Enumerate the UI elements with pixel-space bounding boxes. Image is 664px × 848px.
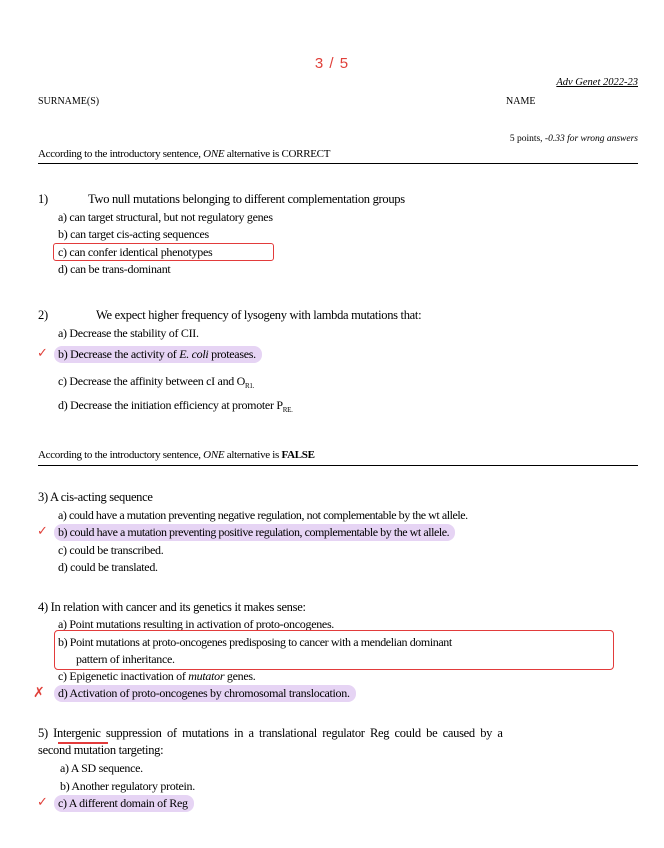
intro-prefix: According to the introductory sentence,	[38, 449, 204, 461]
q3-option-b-text: b) could have a mutation preventing positive regulation, complementable by the wt allele.	[54, 524, 455, 541]
section-divider	[38, 163, 638, 164]
q2-text: We expect higher frequency of lysogeny with lambda mutations that:	[96, 308, 422, 322]
q5-text-line2: second mutation targeting:	[38, 743, 164, 757]
q5-text-line1: 5) Intergenic suppression of mutations in a translational regulator Reg could be caused by a	[38, 726, 503, 740]
q5-option-a[interactable]: a) A SD sequence.	[60, 761, 143, 775]
q2-option-c-subscript: R1.	[245, 382, 255, 390]
q4-option-d-text: d) Activation of proto-oncogenes by chromosomal translocation.	[54, 685, 356, 702]
course-label: Adv Genet 2022-23	[556, 77, 638, 88]
intro-middle: alternative is	[224, 449, 282, 461]
q2-option-b[interactable]	[54, 347, 262, 362]
q3-text: 3) A cis-acting sequence	[38, 490, 153, 504]
surname-label: SURNAME(S)	[38, 96, 100, 107]
points-penalty: -0.33 for wrong answers	[544, 134, 638, 144]
q1-text: Two null mutations belonging to different complementation groups	[88, 192, 405, 206]
q3-option-d[interactable]: d) could be translated.	[58, 560, 158, 574]
section-intro-correct	[38, 148, 330, 160]
q5-option-c-text: c) A different domain of Reg	[54, 795, 194, 812]
q4-option-c-mutator: mutator	[188, 669, 225, 683]
check-mark-icon: ✓	[37, 795, 48, 810]
q2-option-c[interactable]	[58, 374, 254, 390]
q4-option-a[interactable]: a) Point mutations resulting in activation of proto-oncogenes.	[58, 617, 335, 631]
q3-option-a[interactable]: a) could have a mutation preventing negative regulation, not complementable by the wt allele.	[58, 508, 468, 522]
check-mark-icon: ✓	[37, 346, 48, 361]
q1-option-b[interactable]: b) can target cis-acting sequences	[58, 227, 209, 241]
cross-mark-icon: ✗	[33, 685, 45, 701]
intro-one: ONE	[203, 449, 225, 461]
q2-option-d[interactable]	[58, 398, 293, 414]
q4-option-b-continued[interactable]: pattern of inheritance.	[76, 652, 175, 666]
q4-text: 4) In relation with cancer and its genetics it makes sense:	[38, 600, 306, 614]
intro-one: ONE	[203, 148, 225, 160]
q4-option-b[interactable]: b) Point mutations at proto-oncogenes predisposing to cancer with a mendelian dominant	[58, 635, 452, 649]
q3-option-c[interactable]: c) could be transcribed.	[58, 543, 164, 557]
q4-option-c[interactable]	[58, 669, 255, 684]
q2-option-b-text: b) Decrease the activity of	[58, 347, 180, 361]
check-mark-icon: ✓	[37, 524, 48, 539]
q2-option-d-subscript: RE.	[282, 406, 293, 414]
q2-option-a[interactable]: a) Decrease the stability of CII.	[58, 326, 199, 340]
answer-box-q4	[54, 630, 614, 670]
points-prefix: 5 points,	[509, 134, 543, 144]
intro-prefix: According to the introductory sentence,	[38, 148, 204, 160]
q4-option-c-text: c) Epigenetic inactivation of	[58, 669, 189, 683]
q2-number: 2)	[38, 308, 48, 322]
name-label: NAME	[506, 96, 536, 107]
intro-keyword: FALSE	[281, 449, 315, 461]
q2-option-b-organism: E. coli	[179, 347, 209, 361]
q3-option-b[interactable]	[54, 525, 455, 540]
q2-option-d-text: d) Decrease the initiation efficiency at promoter P	[58, 398, 283, 412]
q1-option-c[interactable]: c) can confer identical phenotypes	[58, 245, 213, 259]
points-note	[510, 134, 638, 144]
q2-option-b-tail: proteases.	[208, 347, 256, 361]
q4-option-c-tail: genes.	[224, 669, 256, 683]
q1-option-a[interactable]: a) can target structural, but not regulatory genes	[58, 210, 273, 224]
q1-number: 1)	[38, 192, 48, 206]
section-intro-false	[38, 449, 315, 461]
q1-option-d[interactable]: d) can be trans-dominant	[58, 262, 171, 276]
q5-option-b[interactable]: b) Another regulatory protein.	[60, 779, 195, 793]
answer-box-q1	[53, 243, 274, 261]
q5-option-c[interactable]	[54, 796, 194, 811]
intro-middle: alternative is	[224, 148, 282, 160]
q2-option-c-text: c) Decrease the affinity between cI and O	[58, 374, 246, 388]
q4-option-d[interactable]	[54, 686, 356, 701]
intro-keyword: CORRECT	[281, 148, 331, 160]
score-annotation: 3 / 5	[314, 55, 350, 72]
section-divider	[38, 465, 638, 466]
